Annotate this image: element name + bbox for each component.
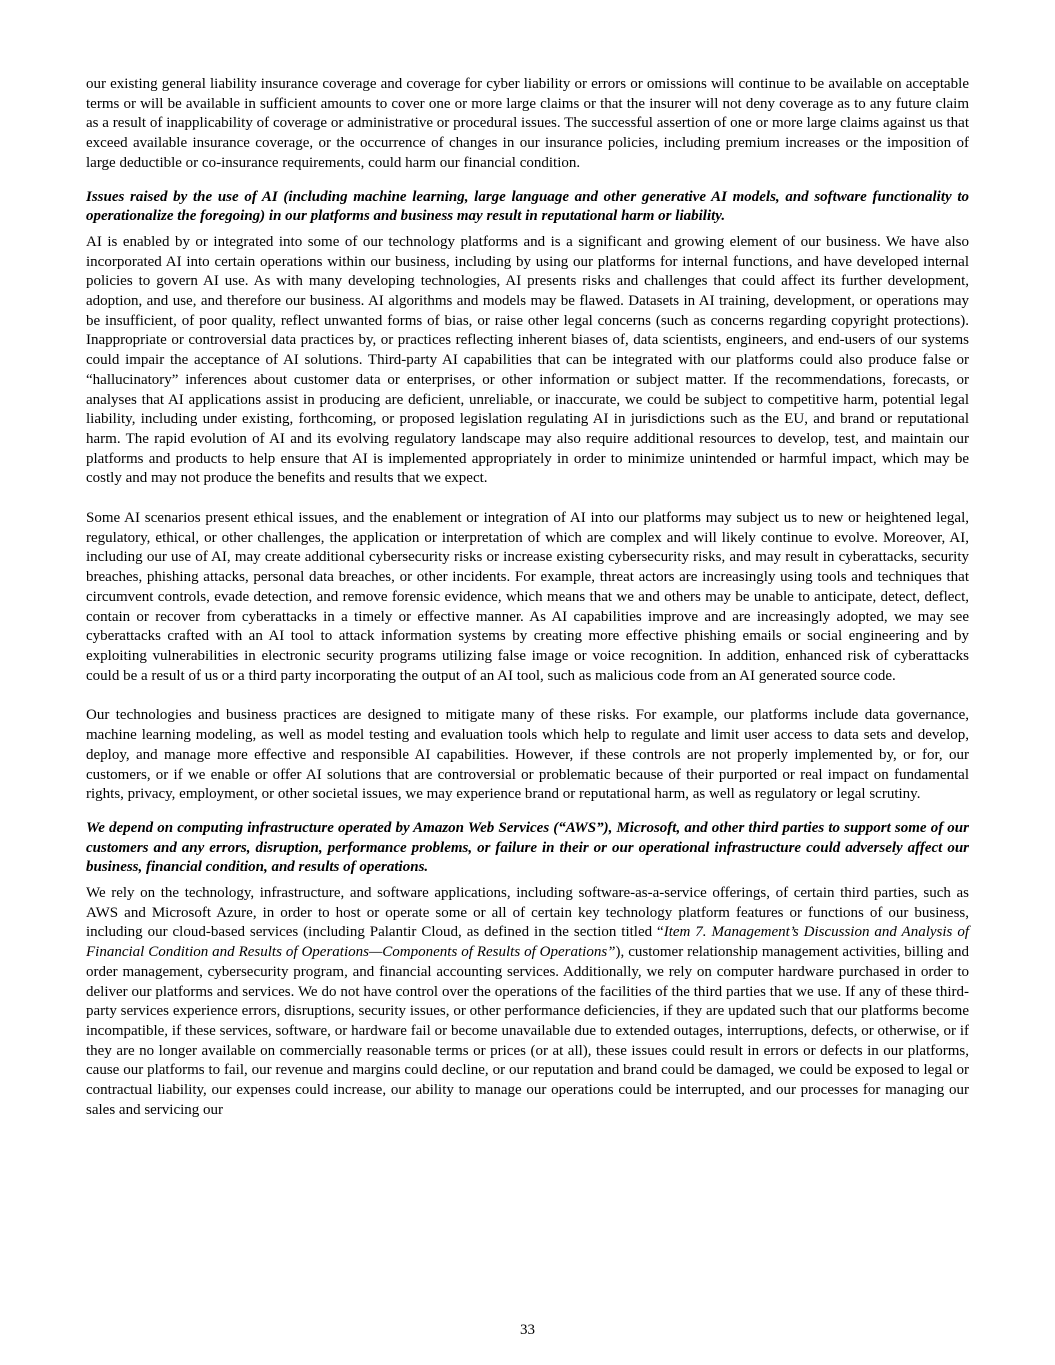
paragraph-text-part: ), customer relationship management activities, billing and order management, cybersecurity program, and financial accounting services. Additionally, we rely on computer hardware purchased in order to deliver our platforms and services. We do not have control over the operations of the facilities of the third parties that we use. If any of these third-party services experience errors, disruptions, security issues, or other performance deficiencies, if they are updated such that our platforms become incompatible, if these services, software, or hardware fail or become unavailable due to extended outages, interruptions, defects, or otherwise, or if they are no longer available on commercially reasonable terms or prices (or at all), these issues could result in errors or defects in our platforms, cause our platforms to fail, our revenue and margins could decline, or our reputation and brand could be damaged, we could be exposed to legal or contractual liability, our expenses could increase, our ability to manage our operations could be interrupted, and our processes for managing our sales and servicing our (86, 944, 969, 1118)
paragraph-ai-ethical-issues: Some AI scenarios present ethical issues, and the enablement or integration of AI into our platforms may subject us to new or heightened legal, regulatory, ethical, or other challenges, the application or interpretation of which are complex and will likely continue to evolve. Moreover, AI, including our use of AI, may create additional cybersecurity risks or increase existing cybersecurity risks, and may result in cyberattacks, security breaches, phishing attacks, personal data breaches, or other incidents. For example, threat actors are increasingly using tools and techniques that circumvent controls, evade detection, and remove forensic evidence, which means that we and others may be unable to anticipate, detect, deflect, contain or recover from cyberattacks in a timely or effective manner. As AI capabilities improve and are increasingly adopted, we may see cyberattacks crafted with an AI tool to attack information systems by creating more effective phishing emails or social engineering and by exploiting vulnerabilities in electronic security programs utilizing false image or voice recognition. In addition, enhanced risk of cyberattacks could be a result of us or a third party incorporating the output of an AI tool, such as malicious code from an AI generated source code. (86, 510, 969, 684)
heading-ai-risk: Issues raised by the use of AI (including machine learning, large language and other generative AI models, and software functionality to operationalize the foregoing) in our platforms and business may result in reputational harm or liability. (86, 188, 969, 225)
page-number: 33 (520, 1322, 535, 1338)
paragraph-text-part: We rely on the technology, infrastructure, and software applications, including software-as-a-service offerings, of certain third parties, such as AWS and Microsoft Azure, in order to host or operate some or all of certain key technology platform features or functions of our business, including our cloud-based services (including Palantir Cloud, as defined in the section titled “ (86, 885, 969, 941)
paragraph-third-party-reliance (86, 884, 969, 1120)
paragraph-ai-enabled: AI is enabled by or integrated into some of our technology platforms and is a significant and growing element of our business. We have also incorporated AI into certain operations within our business, including by using our platforms for internal functions, and have developed internal policies to govern AI use. As with many developing technologies, AI presents risks and challenges that could affect its further development, adoption, and use, and therefore our business. AI algorithms and models may be flawed. Datasets in AI training, development, or operations may be insufficient, of poor quality, reflect unwanted forms of bias, or raise other legal concerns (such as concerns regarding copyright protections). Inappropriate or controversial data practices by, or practices reflecting inherent biases of, data scientists, engineers, and end-users of our systems could impair the acceptance of AI solutions. Third-party AI capabilities that can be integrated with our platforms could also produce false or “hallucinatory” inferences about customer data or enterprises, or other information or subject matter. If the recommendations, forecasts, or analyses that AI applications assist in producing are deficient, unreliable, or inaccurate, we could be subject to competitive harm, potential legal liability, including under existing, forthcoming, or proposed legislation regulating AI in jurisdictions such as the EU, and brand or reputational harm. The rapid evolution of AI and its evolving regulatory landscape may also require additional resources to develop, test, and maintain our platforms and products to help ensure that AI is implemented appropriately in order to minimize unintended or harmful impact, which may be costly and may not produce the benefits and results that we expect. (86, 233, 969, 487)
paragraph-risk-mitigation: Our technologies and business practices are designed to mitigate many of these risks. For example, our platforms include data governance, machine learning modeling, as well as model testing and evaluation tools which help to regulate and limit user access to data sets and develop, deploy, and manage more effective and responsible AI capabilities. However, if these controls are not properly implemented by, or for, our customers, or if we enable or offer AI solutions that are controversial or problematic because of their purported or real impact on fundamental rights, privacy, employment, or other societal issues, we may experience brand or reputational harm, as well as regulatory or legal scrutiny. (86, 707, 969, 803)
paragraph-insurance-continuation: our existing general liability insurance coverage and coverage for cyber liability or errors or omissions will continue to be available on acceptable terms or will be available in sufficient amounts to cover one or more large claims or that the insurer will not deny coverage as to any future claim as a result of inapplicability of coverage or administrative or procedural issues. The successful assertion of one or more large claims against us that exceed available insurance coverage, or the occurrence of changes in our insurance policies, including premium increases or the imposition of large deductible or co-insurance requirements, could harm our financial condition. (86, 76, 969, 171)
item7-reference: Item 7. Management’s Discussion and Analysis of Financial Condition and Results of Operations—Components of Results of Operations” (86, 924, 969, 961)
heading-computing-infrastructure: We depend on computing infrastructure operated by Amazon Web Services (“AWS”), Microsoft, and other third parties to support some of our customers and any errors, disruption, performance problems, or failure in their or our operational infrastructure could adversely affect our business, financial condition, and results of operations. (86, 819, 969, 876)
